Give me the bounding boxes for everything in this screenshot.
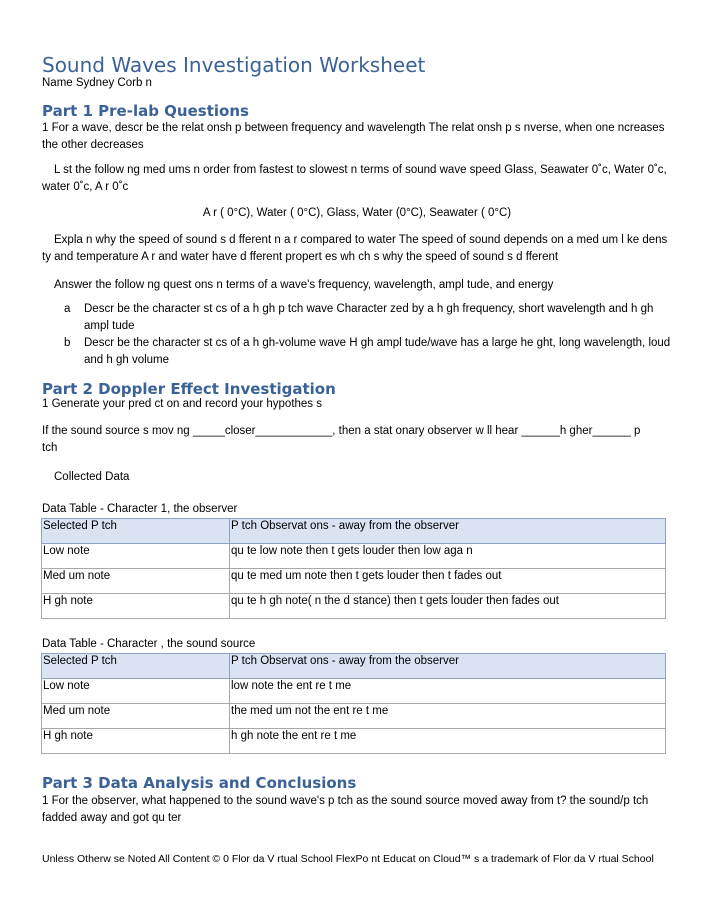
part3-heading: Part 3 Data Analysis and Conclusions — [42, 774, 357, 792]
table-row — [42, 704, 666, 729]
table-cell: H gh note — [42, 594, 230, 619]
table-cell: qu te low note then t gets louder then low aga n — [230, 544, 666, 569]
table-header-row — [42, 654, 666, 679]
table1-caption: Data Table - Character 1, the observer — [42, 503, 238, 515]
table-header-row — [42, 519, 666, 544]
table-header-cell: Selected P tch — [42, 519, 230, 544]
list-item-text: Descr be the character st cs of a h gh-volume wave H gh ampl tude/wave has a large he ght, long wavelength, loud and h gh volume — [84, 337, 671, 366]
observer-data-table — [41, 518, 666, 619]
table-row — [42, 679, 666, 704]
table-cell: Med um note — [42, 704, 230, 729]
source-data-table — [41, 653, 666, 754]
footer-copyright: Unless Otherw se Noted All Content © 0 Flor da V rtual School FlexPo nt Educat on Cloud™ s a trademark of Flor da V rtual School — [42, 853, 654, 865]
table-cell: the med um not the ent re t me — [230, 704, 666, 729]
table-row — [42, 594, 666, 619]
table-row — [42, 729, 666, 754]
table-cell: Low note — [42, 679, 230, 704]
part1-question-1: 1 For a wave, descr be the relat onsh p between frequency and wavelength The relat onsh p s nverse, when one ncreases the other decreases — [42, 122, 665, 151]
table-row — [42, 569, 666, 594]
table-cell: h gh note the ent re t me — [230, 729, 666, 754]
table-row — [42, 544, 666, 569]
table-cell: qu te med um note then t gets louder then t fades out — [230, 569, 666, 594]
part1-q4-item-a — [64, 301, 672, 335]
table-cell: H gh note — [42, 729, 230, 754]
part1-heading: Part 1 Pre-lab Questions — [42, 102, 249, 120]
part2-question-1: 1 Generate your pred ct on and record your hypothes s — [42, 398, 322, 410]
table2-caption: Data Table - Character , the sound source — [42, 638, 256, 650]
list-marker: a — [64, 303, 71, 315]
table-cell: Low note — [42, 544, 230, 569]
list-item-text: Descr be the character st cs of a h gh p tch wave Character zed by a h gh frequency, short wavelength and h gh ampl tude — [84, 303, 654, 332]
table-cell: Med um note — [42, 569, 230, 594]
part3-question-1: 1 For the observer, what happened to the sound wave's p tch as the sound source moved away from t? the sound/p tch fadded away and got qu ter — [42, 795, 649, 824]
student-name-line: Name Sydney Corb n — [42, 77, 152, 89]
collected-data-label: Collected Data — [54, 471, 130, 483]
table-cell: qu te h gh note( n the d stance) then t gets louder then fades out — [230, 594, 666, 619]
part2-heading: Part 2 Doppler Eﬀect Investigation — [42, 380, 336, 398]
table-header-cell: P tch Observat ons - away from the observer — [230, 654, 666, 679]
part1-question-2-answer: A r ( 0°C), Water ( 0°C), Glass, Water (0°C), Seawater ( 0°C) — [202, 207, 512, 219]
table-cell: low note the ent re t me — [230, 679, 666, 704]
part1-question-4: Answer the follow ng quest ons n terms of a wave's frequency, wavelength, ampl tude, and energy — [54, 279, 554, 291]
list-marker: b — [64, 337, 71, 349]
table-header-cell: P tch Observat ons - away from the observer — [230, 519, 666, 544]
table-header-cell: Selected P tch — [42, 654, 230, 679]
part1-question-3: Expla n why the speed of sound s d fferent n a r compared to water The speed of sound depends on a med um l ke dens ty and temperature A r and water have d fferent propert es wh ch s why the speed of sound s d fferent — [42, 234, 668, 263]
part1-question-2: L st the follow ng med ums n order from fastest to slowest n terms of sound wave speed Glass, Seawater 0˚c, Water 0˚c, water 0˚c, A r 0˚c — [42, 164, 667, 193]
part2-hypothesis: If the sound source s mov ng _____closer____________, then a stat onary observer w ll hear ______h gher______ p tch — [42, 425, 641, 454]
part1-q4-item-b — [64, 335, 672, 369]
page-title: Sound Waves Investigation Worksheet — [42, 53, 426, 77]
